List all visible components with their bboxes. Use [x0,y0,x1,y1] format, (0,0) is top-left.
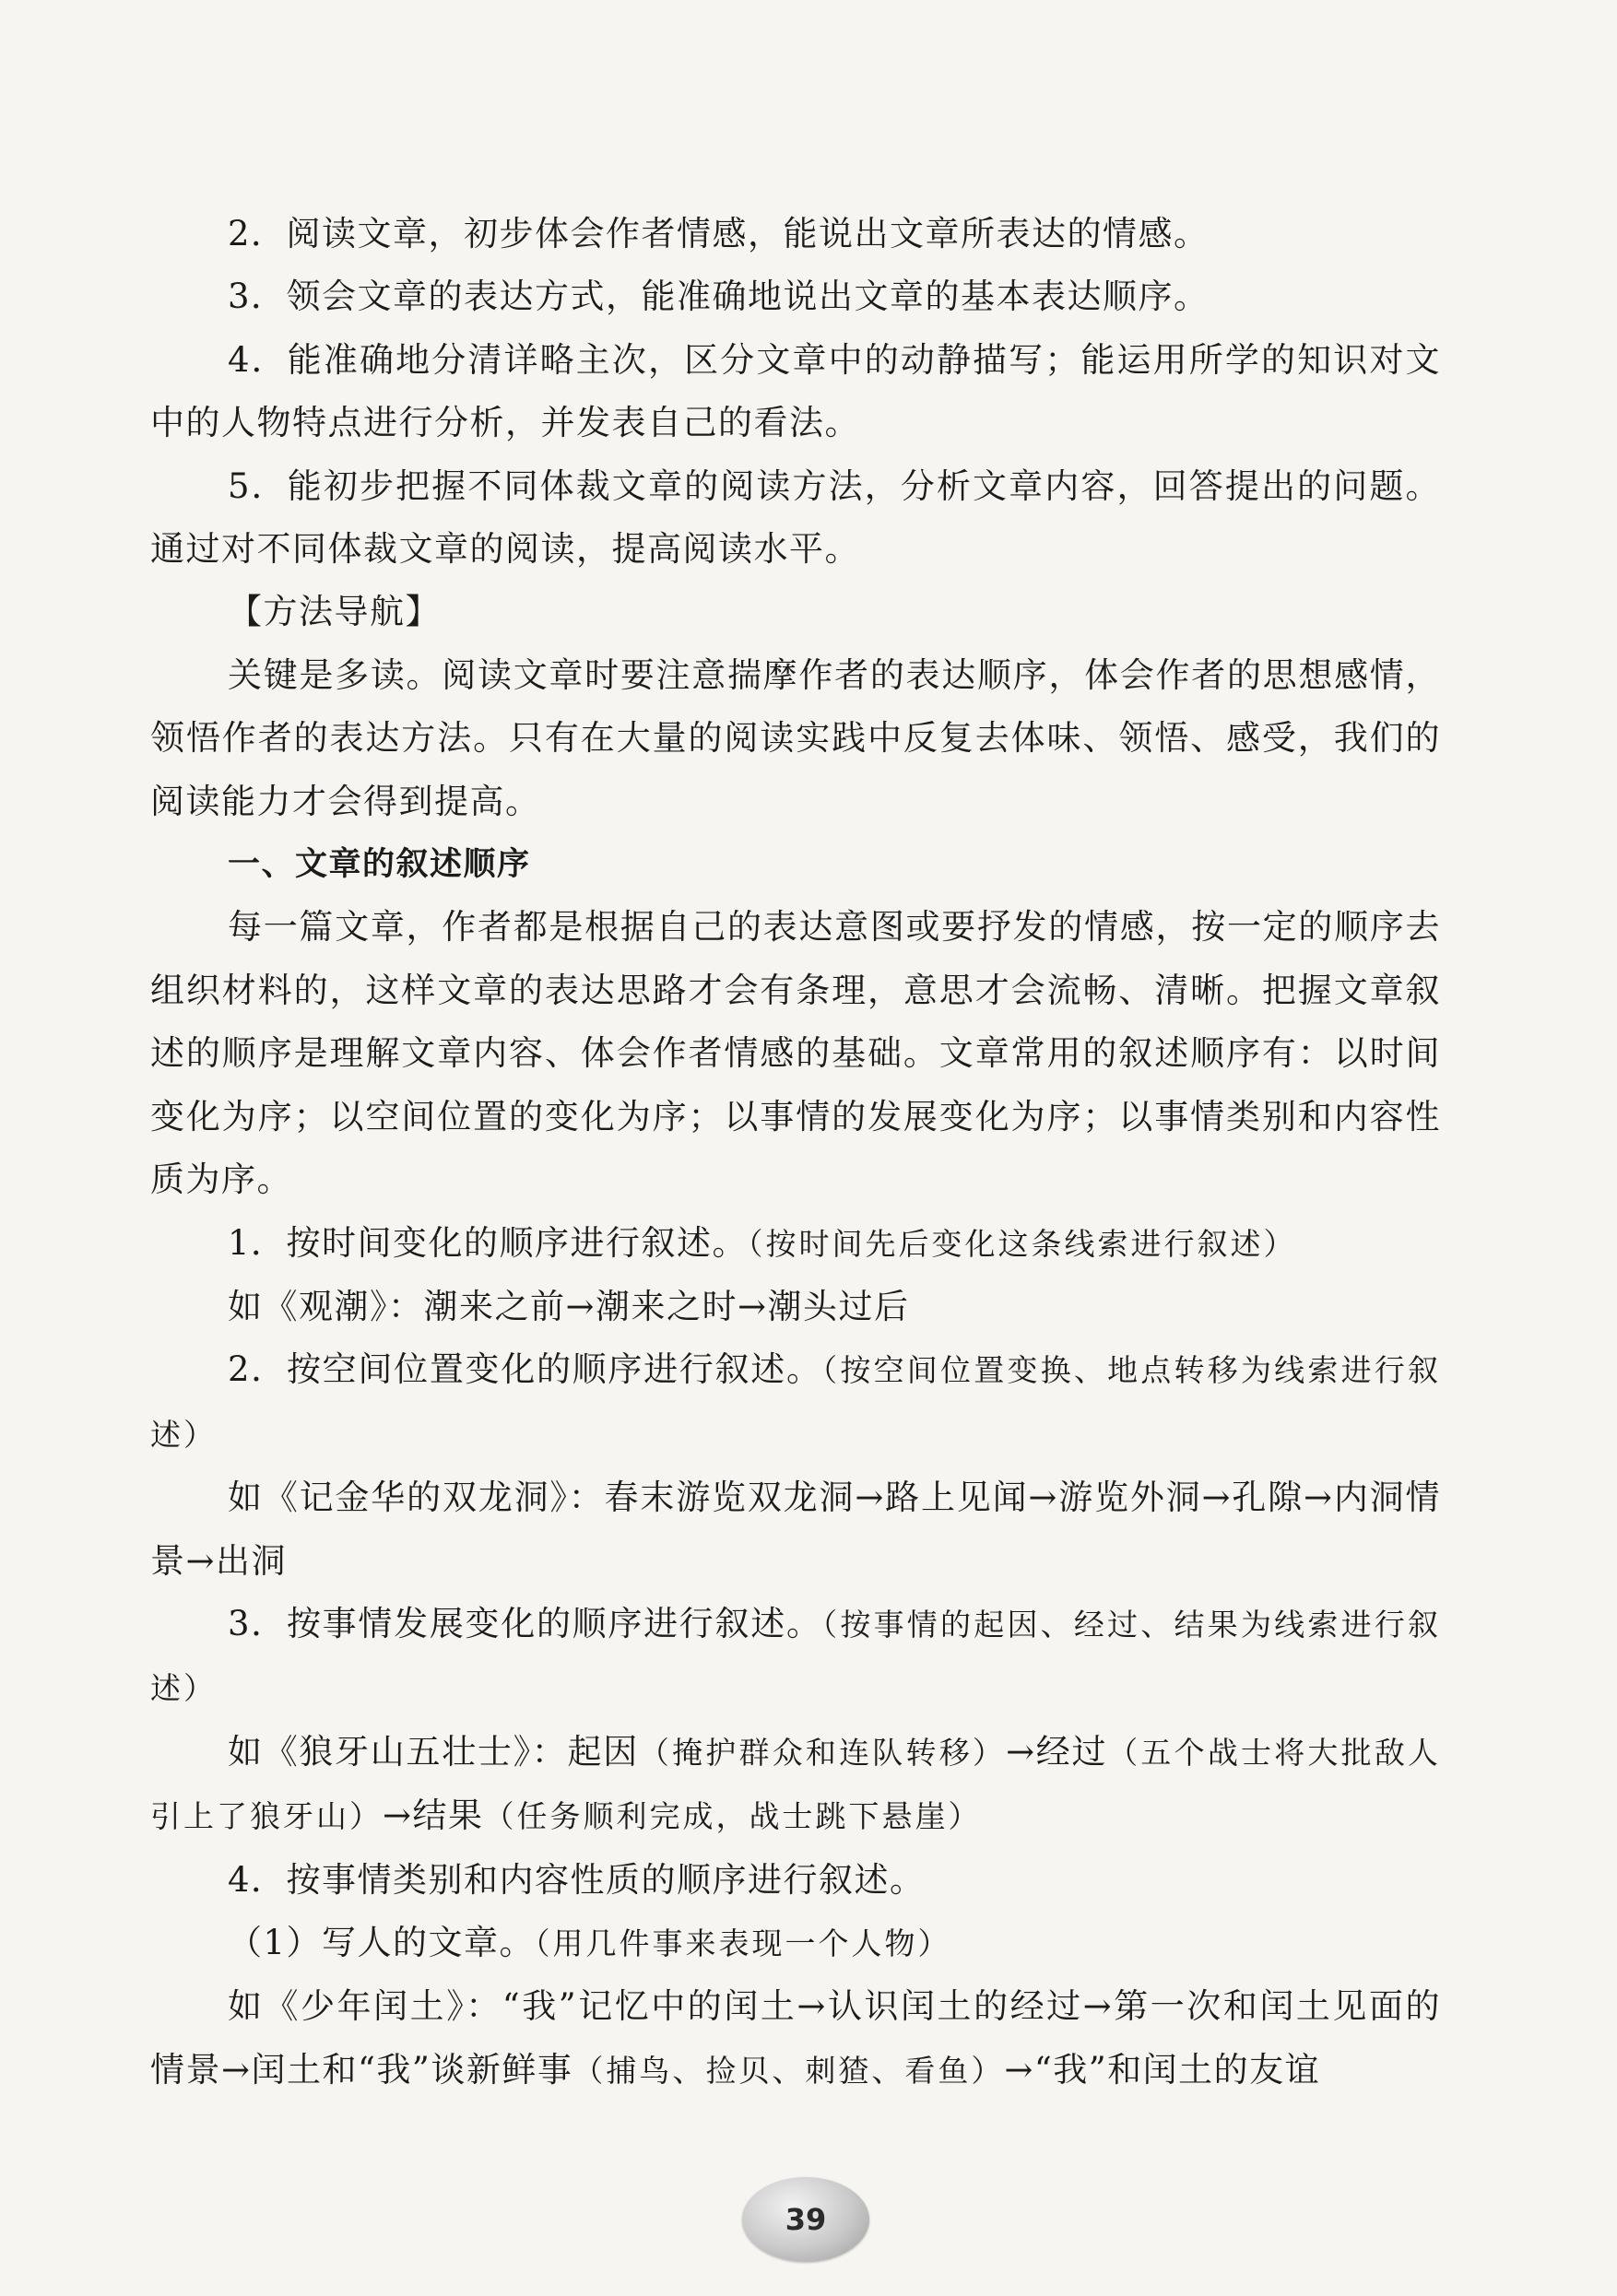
sub-item-1-note: （用几件事来表现一个人物） [535,1925,951,1961]
sub-item-1-example [150,1975,1441,2102]
example-3-note-f: （任务顺利完成，战士跳下悬崖） [483,1798,982,1835]
sub-example-note-b: （捕鸟、捡贝、刺猹、看鱼） [572,2052,1005,2089]
example-3-part-a: 如《狼牙山五壮士》：起因 [228,1731,639,1772]
order-item-2-text: 2．按空间位置变化的顺序进行叙述。 [228,1349,822,1390]
order-item-1-example: 如《观潮》：潮来之前→潮来之时→潮头过后 [228,1286,910,1326]
page-content [150,203,1441,2102]
method-text: 关键是多读。阅读文章时要注意揣摩作者的表达顺序，体会作者的思想感情，领悟作者的表达方法。只有在大量的阅读实践中反复去体味、领悟、感受，我们的阅读能力才会得到提高。 [150,654,1441,821]
order-item-3-text: 3．按事情发展变化的顺序进行叙述。 [228,1603,822,1643]
order-item-3-note: （按事情的起因、经过、结果为线索进行叙述） [150,1606,1442,1707]
objective-4: 4．能准确地分清详略主次，区分文章中的动静描写；能运用所学的知识对文中的人物特点进行分析，并发表自己的看法。 [150,339,1441,443]
section-intro: 每一篇文章，作者都是根据自己的表达意图或要抒发的情感，按一定的顺序去组织材料的，这样文章的表达思路才会有条理，意思才会流畅、清晰。把握文章叙述的顺序是理解文章内容、体会作者情感的基础。文章常用的叙述顺序有：以时间变化为序；以空间位置的变化为序；以事情的发展变化为序；以事情类别和内容性质为序。 [150,907,1441,1200]
order-item-1-text: 1．按时间变化的顺序进行叙述。 [228,1222,749,1263]
sub-item-1-text: （1）写人的文章。 [228,1922,536,1962]
example-3-part-c: →经过 [1006,1731,1108,1772]
sub-example-part-c: →“我”和闰土的友谊 [1004,2049,1321,2090]
example-3-note-d: （五个战士将大批敌人引上了狼牙山） [150,1734,1442,1835]
example-3-note-b: （掩护群众和连队转移） [638,1734,1007,1771]
objective-3: 3．领会文章的表达方式，能准确地说出文章的基本表达顺序。 [228,277,1210,317]
objective-5: 5．能初步把握不同体裁文章的阅读方法，分析文章内容，回答提出的问题。通过对不同体裁文章的阅读，提高阅读水平。 [150,465,1441,570]
section-title: 一、文章的叙述顺序 [228,846,531,884]
page-number-badge [742,2177,869,2262]
sub-item-1 [150,1912,1441,1975]
order-item-2 [150,1338,1441,1466]
sub-example-part-a: 如《少年闰土》：“我”记忆中的闰土→认识闰土的经过→第一次和闰土见面的情景→闰土和“我”谈新鲜事 [150,1986,1441,2090]
objective-2: 2．阅读文章，初步体会作者情感，能说出文章所表达的情感。 [228,214,1210,253]
page-number: 39 [785,2202,827,2237]
order-item-1-note: （按时间先后变化这条线索进行叙述） [748,1225,1297,1262]
example-3-part-e: →结果 [383,1796,484,1836]
order-item-1 [150,1212,1441,1276]
order-item-4: 4．按事情类别和内容性质的顺序进行叙述。 [228,1859,926,1900]
order-item-2-example: 如《记金华的双龙洞》：春末游览双龙洞→路上见闻→游览外洞→孔隙→内洞情景→出洞 [150,1478,1441,1581]
method-heading: 【方法导航】 [228,592,441,632]
order-item-3 [150,1593,1441,1721]
order-item-2-note: （按空间位置变换、地点转移为线索进行叙述） [150,1352,1442,1453]
order-item-3-example [150,1721,1441,1849]
